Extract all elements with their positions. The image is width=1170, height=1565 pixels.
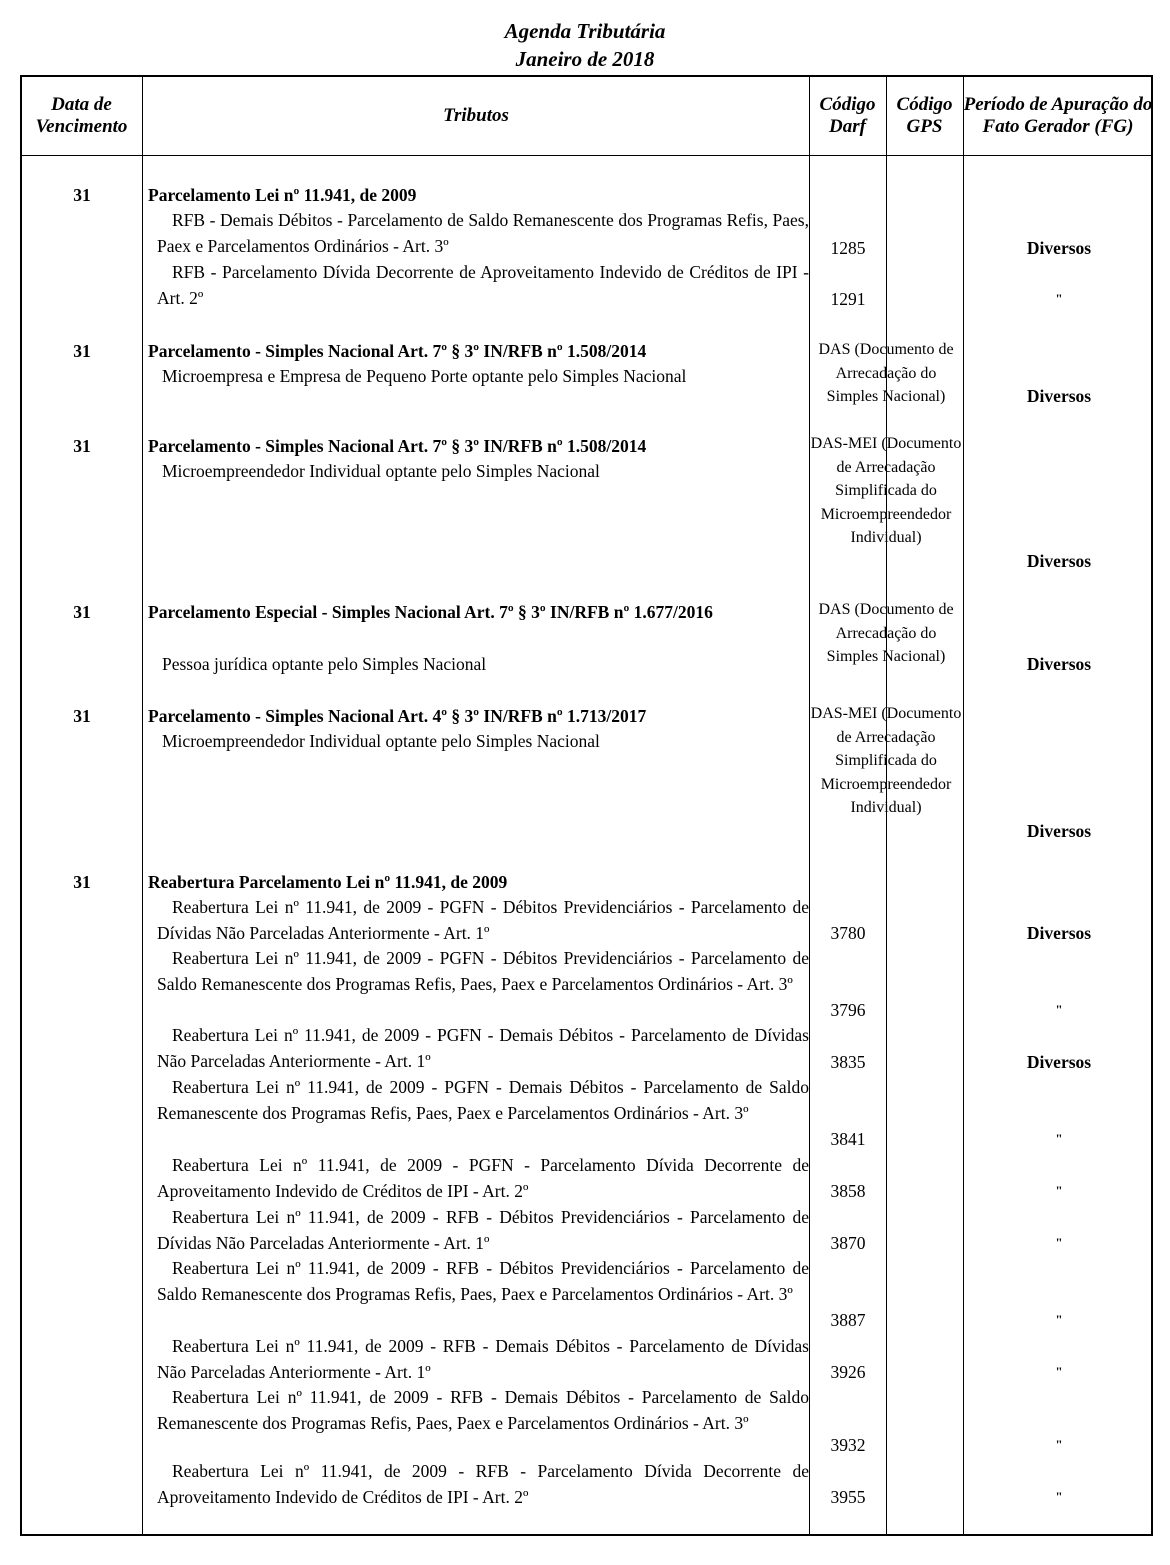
darf-code: 3870 xyxy=(830,1233,866,1253)
darf-code: 3841 xyxy=(830,1129,866,1149)
darf-code: DAS (Documento de Arrecadação do Simples Nacional) xyxy=(818,601,954,665)
tax-item: Reabertura Lei nº 11.941, de 2009 - PGFN - Débitos Previdenciários - Parcelamento de Saldo Remanescente dos Programas Refis, Paes, Paex e Parcelamentos Ordinários - Art. 3º xyxy=(157,948,809,994)
period: Diversos xyxy=(1026,386,1092,406)
header-darf: Código Darf xyxy=(819,93,876,137)
period: Diversos xyxy=(1026,1052,1092,1072)
tax-item: RFB - Demais Débitos - Parcelamento de Saldo Remanescente dos Programas Refis, Paes, Paex e Parcelamentos Ordinários - Art. 3º xyxy=(157,210,809,256)
column-divider-gps xyxy=(963,77,964,1535)
darf-code: 3955 xyxy=(830,1487,866,1507)
darf-code: 3932 xyxy=(830,1435,866,1455)
tax-item: Microempreendedor Individual optante pelo Simples Nacional xyxy=(162,731,600,751)
header-date: Data de Vencimento xyxy=(35,93,128,137)
column-divider-date xyxy=(142,77,143,1535)
tax-item: Reabertura Lei nº 11.941, de 2009 - RFB - Débitos Previdenciários - Parcelamento de Dívidas Não Parceladas Anteriormente - Art. 1º xyxy=(157,1207,809,1253)
page-subtitle: Janeiro de 2018 xyxy=(515,47,655,71)
due-date: 31 xyxy=(73,436,91,456)
tax-item: Reabertura Lei nº 11.941, de 2009 - PGFN - Débitos Previdenciários - Parcelamento de Dívidas Não Parceladas Anteriormente - Art. 1º xyxy=(157,897,809,943)
darf-code: DAS (Documento de Arrecadação do Simples Nacional) xyxy=(818,341,954,405)
darf-code: 1285 xyxy=(830,238,866,258)
header-periodo: Período de Apuração do Fato Gerador (FG) xyxy=(963,93,1153,137)
group-title: Parcelamento - Simples Nacional Art. 7º § 3º IN/RFB nº 1.508/2014 xyxy=(148,436,647,456)
period: Diversos xyxy=(1026,654,1092,674)
darf-code: 3780 xyxy=(830,923,866,943)
period: " xyxy=(1055,1364,1063,1379)
tax-item: Microempresa e Empresa de Pequeno Porte optante pelo Simples Nacional xyxy=(162,366,687,386)
darf-code: 3926 xyxy=(830,1362,866,1382)
period: " xyxy=(1055,1437,1063,1452)
group-title: Parcelamento Especial - Simples Nacional Art. 7º § 3º IN/RFB nº 1.677/2016 xyxy=(148,602,713,622)
header-divider xyxy=(20,155,1153,156)
due-date: 31 xyxy=(73,706,91,726)
period: " xyxy=(1055,1183,1063,1198)
header-tributos: Tributos xyxy=(443,104,509,126)
tax-item: Reabertura Lei nº 11.941, de 2009 - PGFN - Demais Débitos - Parcelamento de Dívidas Não Parceladas Anteriormente - Art. 1º xyxy=(157,1025,809,1071)
darf-code: DAS-MEI (Documento de Arrecadação Simplificada do Microempreendedor Individual) xyxy=(810,705,962,816)
group-title: Reabertura Parcelamento Lei nº 11.941, de 2009 xyxy=(148,872,508,892)
darf-code: DAS-MEI (Documento de Arrecadação Simplificada do Microempreendedor Individual) xyxy=(810,435,962,546)
tax-item: Reabertura Lei nº 11.941, de 2009 - RFB - Parcelamento Dívida Decorrente de Aproveitamento Indevido de Créditos de IPI - Art. 2º xyxy=(157,1461,809,1507)
period: Diversos xyxy=(1026,821,1092,841)
header-gps: Código GPS xyxy=(896,93,953,137)
group-title: Parcelamento Lei nº 11.941, de 2009 xyxy=(148,185,417,205)
tax-item: Reabertura Lei nº 11.941, de 2009 - PGFN - Parcelamento Dívida Decorrente de Aproveitamento Indevido de Créditos de IPI - Art. 2º xyxy=(157,1155,809,1201)
period: " xyxy=(1055,1002,1063,1017)
tax-item: Pessoa jurídica optante pelo Simples Nacional xyxy=(162,654,487,674)
period: Diversos xyxy=(1026,923,1092,943)
due-date: 31 xyxy=(73,602,91,622)
tax-item: Reabertura Lei nº 11.941, de 2009 - PGFN - Demais Débitos - Parcelamento de Saldo Remanescente dos Programas Refis, Paes, Paex e Parcelamentos Ordinários - Art. 3º xyxy=(157,1077,809,1123)
darf-code: 3887 xyxy=(830,1310,866,1330)
tax-item: RFB - Parcelamento Dívida Decorrente de Aproveitamento Indevido de Créditos de IPI - Art. 2º xyxy=(157,262,809,308)
tax-item: Microempreendedor Individual optante pelo Simples Nacional xyxy=(162,461,600,481)
period: Diversos xyxy=(1026,551,1092,571)
period: " xyxy=(1055,291,1063,306)
due-date: 31 xyxy=(73,872,91,892)
group-title: Parcelamento - Simples Nacional Art. 4º § 3º IN/RFB nº 1.713/2017 xyxy=(148,706,647,726)
period: " xyxy=(1055,1235,1063,1250)
tax-item: Reabertura Lei nº 11.941, de 2009 - RFB - Débitos Previdenciários - Parcelamento de Saldo Remanescente dos Programas Refis, Paes, Paex e Parcelamentos Ordinários - Art. 3º xyxy=(157,1258,809,1304)
tax-item: Reabertura Lei nº 11.941, de 2009 - RFB - Demais Débitos - Parcelamento de Saldo Remanescente dos Programas Refis, Paes, Paex e Parcelamentos Ordinários - Art. 3º xyxy=(157,1387,809,1433)
darf-code: 3796 xyxy=(830,1000,866,1020)
darf-code: 1291 xyxy=(830,289,866,309)
darf-code: 3858 xyxy=(830,1181,866,1201)
period: " xyxy=(1055,1489,1063,1504)
period: Diversos xyxy=(1026,238,1092,258)
due-date: 31 xyxy=(73,185,91,205)
period: " xyxy=(1055,1312,1063,1327)
due-date: 31 xyxy=(73,341,91,361)
darf-code: 3835 xyxy=(830,1052,866,1072)
group-title: Parcelamento - Simples Nacional Art. 7º § 3º IN/RFB nº 1.508/2014 xyxy=(148,341,647,361)
period: " xyxy=(1055,1131,1063,1146)
page-title: Agenda Tributária xyxy=(504,19,666,43)
tax-item: Reabertura Lei nº 11.941, de 2009 - RFB - Demais Débitos - Parcelamento de Dívidas Não Parceladas Anteriormente - Art. 1º xyxy=(157,1336,809,1382)
